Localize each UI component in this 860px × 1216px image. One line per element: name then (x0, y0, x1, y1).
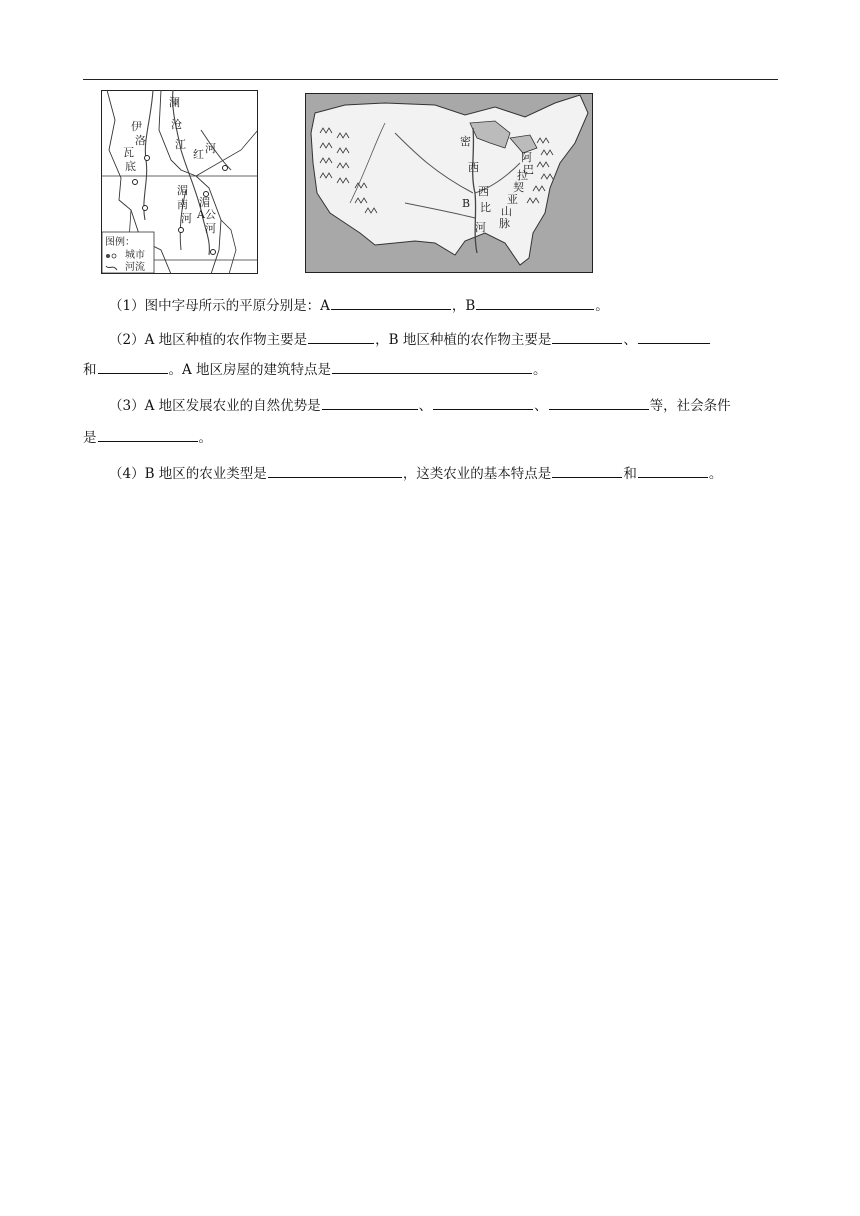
legend-river-label: 河流 (125, 262, 145, 273)
indochina-map (101, 90, 258, 274)
q1-number: （1） (109, 298, 145, 314)
menam-label-1: 湄 (177, 184, 188, 197)
q2-blank-4[interactable] (98, 361, 168, 374)
mekong-label-3: 河 (205, 222, 216, 235)
q2-number: （2） (109, 332, 145, 348)
legend-city-label: 城市 (125, 250, 145, 261)
q2-blank-3[interactable] (638, 331, 710, 344)
legend-title: 图例： (105, 237, 135, 248)
q3-blank-2[interactable] (433, 397, 533, 410)
question-2-line-2: 和 。A 地区房屋的建筑特点是 。 (83, 362, 547, 378)
mekong-label-2: 公 (205, 208, 216, 221)
legend-city-icon (106, 254, 110, 258)
lancang-label-2: 沧 (171, 118, 182, 131)
q4-blank-2[interactable] (552, 465, 622, 478)
city-marker (143, 206, 148, 211)
q4-blank-3[interactable] (638, 465, 708, 478)
mississippi-label-5: 河 (475, 221, 486, 234)
city-marker (179, 228, 184, 233)
appalachian-label-3: 拉 (517, 169, 528, 182)
q4-number: （4） (109, 466, 145, 482)
appalachian-label-6: 山 (501, 205, 512, 218)
q2-blank-2[interactable] (552, 331, 622, 344)
appalachian-label-1: 阿 (521, 151, 532, 164)
q1-text: 图中字母所示的平原分别是：A (144, 298, 330, 314)
q2-blank-1[interactable] (308, 331, 374, 344)
appalachian-label-5: 亚 (507, 193, 518, 206)
irrawaddy-label-3: 瓦 (123, 146, 134, 159)
mississippi-label-4: 比 (480, 201, 491, 214)
question-4: （4）B 地区的农业类型是 ，这类农业的基本特点是 和 。 (109, 466, 723, 482)
mississippi-label-1: 密 (460, 135, 471, 148)
q2-blank-5[interactable] (332, 361, 532, 374)
q4-blank-1[interactable] (268, 465, 402, 478)
menam-label-3: 河 (181, 212, 192, 225)
appalachian-label-2: 巴 (523, 163, 534, 176)
irrawaddy-label-4: 底 (125, 160, 136, 173)
q1-blank-b[interactable] (476, 297, 594, 310)
red-river-label-1: 红 (193, 148, 204, 161)
point-a-label: A (197, 208, 205, 221)
lancang-label-1: 澜 (169, 96, 180, 109)
question-1: （1）图中字母所示的平原分别是：A ，B 。 (109, 298, 609, 314)
appalachian-label-7: 脉 (499, 217, 510, 230)
q3-blank-4[interactable] (98, 429, 198, 442)
point-b-label: B (462, 197, 471, 210)
question-3-line-2: 是 。 (83, 430, 212, 446)
header-rule (83, 79, 778, 80)
irrawaddy-label-2: 洛 (135, 134, 146, 147)
menam-label-2: 南 (177, 198, 188, 211)
irrawaddy-label-1: 伊 (131, 120, 142, 133)
city-marker (211, 250, 216, 255)
question-2: （2）A 地区种植的农作物主要是 ，B 地区种植的农作物主要是 、 (83, 331, 783, 348)
mississippi-label-2: 西 (468, 161, 479, 174)
usa-map (305, 93, 593, 273)
q3-blank-3[interactable] (549, 397, 649, 410)
appalachian-label-4: 契 (513, 181, 524, 194)
q3-number: （3） (109, 398, 145, 414)
red-river-label-2: 河 (205, 142, 216, 155)
city-marker (133, 180, 138, 185)
lancang-label-3: 江 (175, 138, 186, 151)
city-marker (145, 156, 150, 161)
q1-blank-a[interactable] (331, 297, 451, 310)
q3-blank-1[interactable] (322, 397, 418, 410)
question-3: （3）A 地区发展农业的自然优势是 、 、 等，社会条件 (109, 398, 731, 414)
mississippi-label-3: 西 (478, 185, 489, 198)
mekong-label-1: 湄 (199, 196, 210, 209)
city-marker (223, 166, 228, 171)
